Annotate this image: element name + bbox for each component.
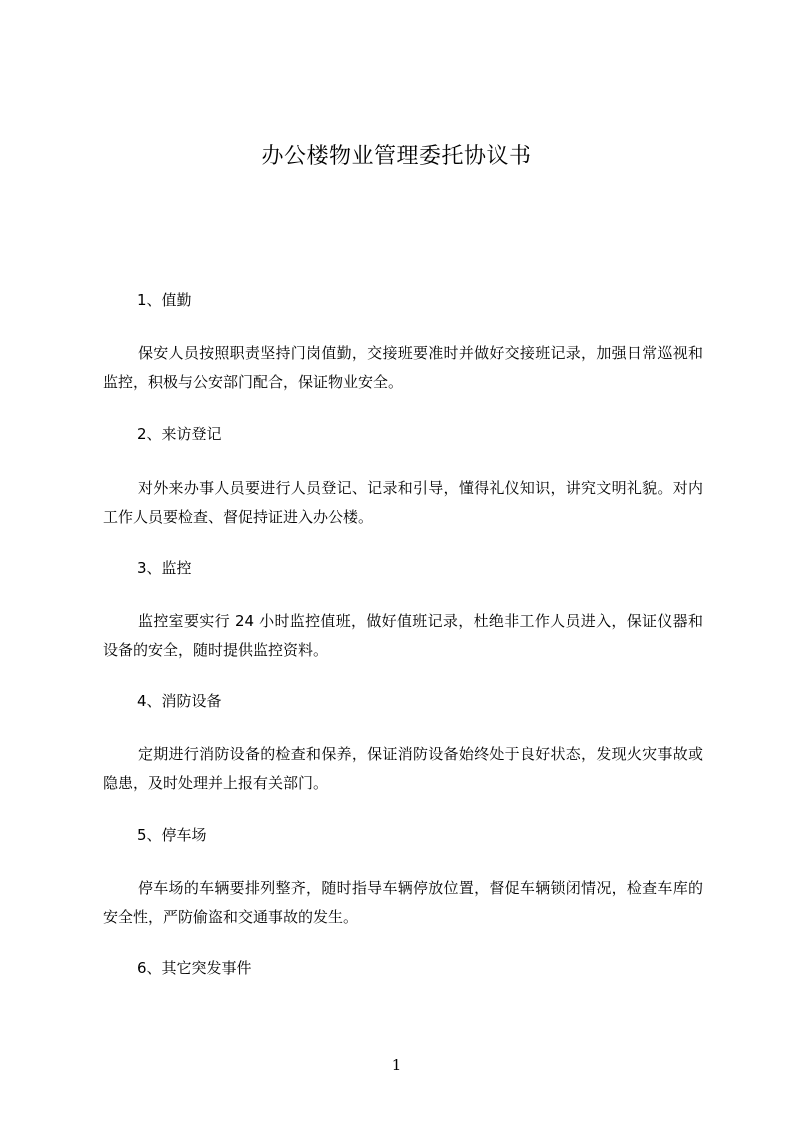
section-heading-monitoring: 3、监控 xyxy=(137,559,192,577)
page-number: 1 xyxy=(391,1056,402,1074)
section-heading-fire-equipment: 4、消防设备 xyxy=(137,692,222,710)
section-body-duty: 保安人员按照职责坚持门岗值勤，交接班要准时并做好交接班记录，加强日常巡视和监控，积极与公安部门配合，保证物业安全。 xyxy=(103,344,703,391)
document-title: 办公楼物业管理委托协议书 xyxy=(261,144,532,169)
section-body-visitor-registration: 对外来办事人员要进行人员登记、记录和引导，懂得礼仪知识，讲究文明礼貌。对内工作人员要检查、督促持证进入办公楼。 xyxy=(103,479,703,526)
section-heading-visitor-registration: 2、来访登记 xyxy=(137,425,222,443)
section-body-fire-equipment: 定期进行消防设备的检查和保养，保证消防设备始终处于良好状态，发现火灾事故或隐患，及时处理并上报有关部门。 xyxy=(103,745,703,792)
section-heading-parking: 5、停车场 xyxy=(137,826,207,844)
section-heading-other-emergencies: 6、其它突发事件 xyxy=(137,959,252,977)
section-body-parking: 停车场的车辆要排列整齐，随时指导车辆停放位置，督促车辆锁闭情况，检查车库的安全性，严防偷盗和交通事故的发生。 xyxy=(103,879,703,926)
section-body-monitoring: 监控室要实行 24 小时监控值班，做好值班记录，杜绝非工作人员进入，保证仪器和设备的安全，随时提供监控资料。 xyxy=(103,612,703,659)
section-heading-duty: 1、值勤 xyxy=(137,291,192,309)
